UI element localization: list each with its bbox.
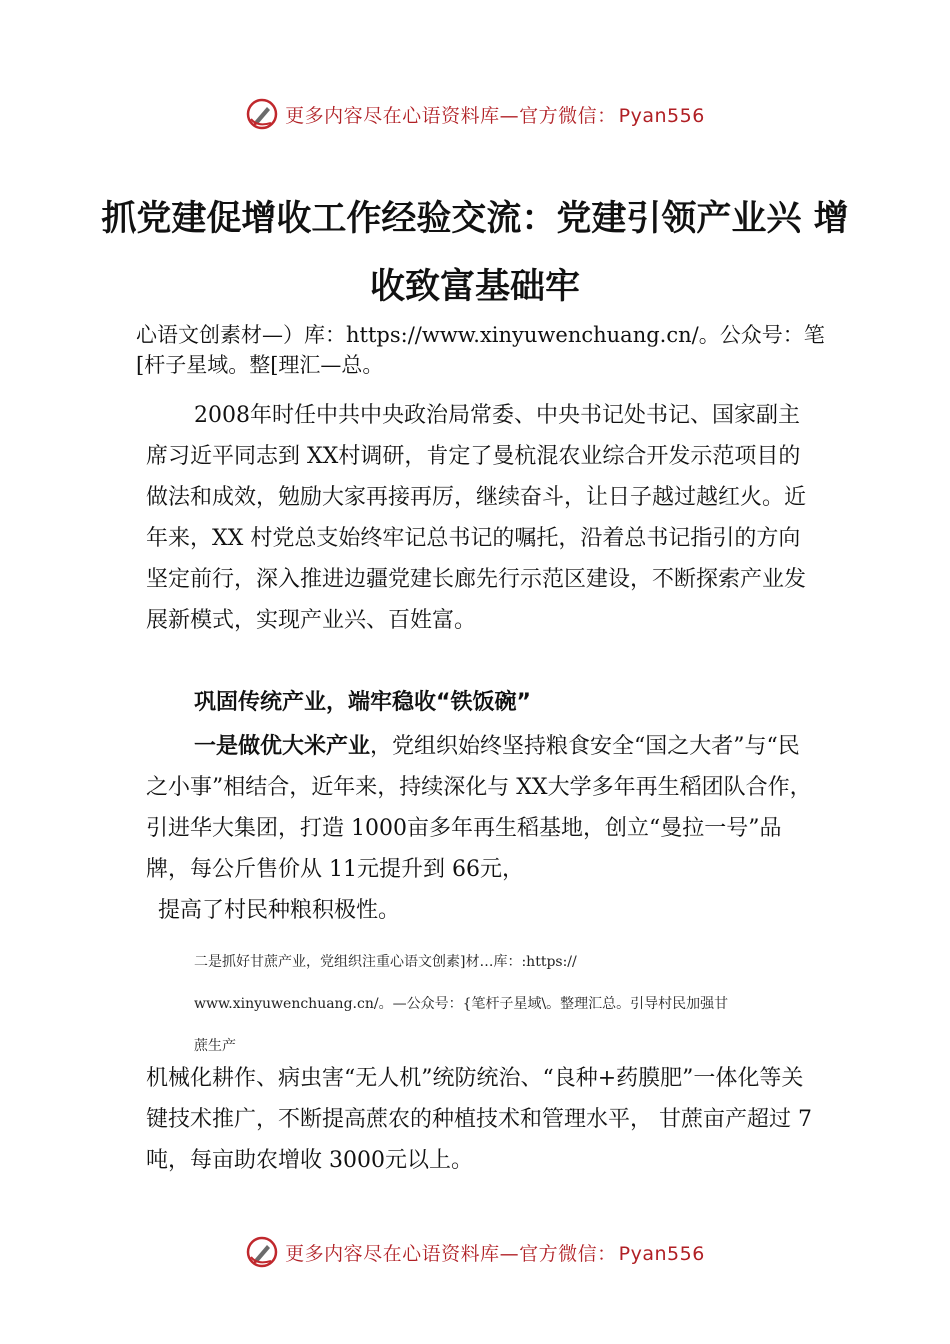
banner-text: 更多内容尽在心语资料库—官方微信： Pyan556 [285,104,705,127]
paragraph-rest: ，党组织始终坚持粮食安全“国之大者”与“民之小事”相结合，近年来，持续深化与 XX大学多年再生稻团队合作，引进华大集团，打造 1000亩多年再生稻基地，创立“曼拉一号”品牌，每公斤售价从 11元提升到 66元， [146,734,812,882]
paragraph-rice [146,726,816,931]
source-line: 心语文创素材—）库：https://www.xinyuwenchuang.cn/。公众号：笔[杆子星域。整[理汇—总。 [136,323,825,377]
footer-watermark-banner [0,1232,950,1272]
small-text-line: www.xinyuwenchuang.cn/。—公众号：{笔杆子星域\。整理汇总。引导村民加强甘 [194,996,729,1012]
paragraph-last-line: 提高了村民种粮积极性。 [158,898,401,923]
paragraph-intro: 2008年时任中共中央政治局常委、中央书记处书记、国家副主席习近平同志到 XX村调研，肯定了曼杭混农业综合开发示范项目的做法和成效，勉励大家再接再厉，继续奋斗，让日子越过越红火。近年来，XX 村党总支始终牢记总书记的嘱托，沿着总书记指引的方向坚定前行，深入推进边疆党建长廊先行示范区建设，不断探索产业发展新模式，实现产业兴、百姓富。 [146,403,807,633]
document-title: 抓党建促增收工作经验交流：党建引领产业兴 增收致富基础牢 [101,199,849,307]
small-text-line: 二是抓好甘蔗产业，党组织注重心语文创素]材…库：:https:// [194,954,577,970]
small-text-line: 蔗生产 [194,1038,236,1054]
pen-logo-icon [245,97,279,131]
banner-text: 更多内容尽在心语资料库—官方微信： Pyan556 [285,1242,705,1265]
paragraph-lead: 一是做优大米产业 [194,734,371,759]
pen-logo-icon [245,1235,279,1269]
header-watermark-banner [0,94,950,134]
paragraph-sugarcane: 机械化耕作、病虫害“无人机”统防统治、“良种+药膜肥”一体化等关键技术推广，不断提高蔗农的种植技术和管理水平， 甘蔗亩产超过 7吨，每亩助农增收 3000元以上。 [146,1066,812,1173]
section-heading: 巩固传统产业，端牢稳收“铁饭碗” [194,690,531,715]
